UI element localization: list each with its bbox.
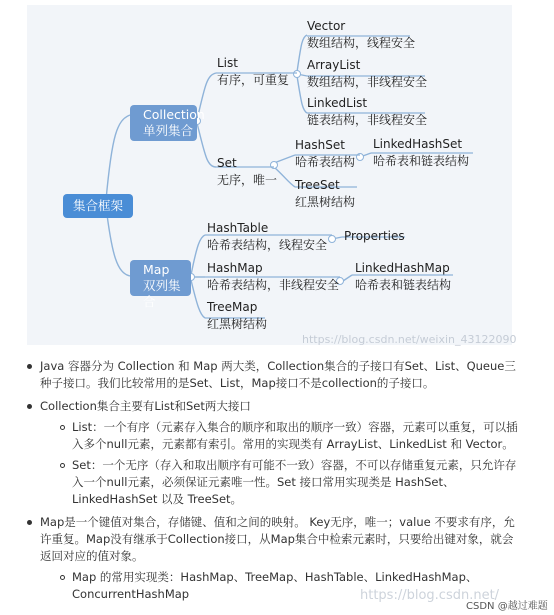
hashset-title: HashSet bbox=[295, 138, 345, 152]
treemap-node[interactable] bbox=[207, 299, 267, 333]
collection-subtitle: 单列集合 bbox=[143, 123, 194, 138]
root-node[interactable]: 集合框架 bbox=[63, 194, 133, 218]
hashset-node[interactable] bbox=[295, 137, 355, 171]
treemap-title: TreeMap bbox=[207, 300, 258, 314]
hashtable-title: HashTable bbox=[207, 221, 269, 235]
hashmap-subtitle: 哈希表结构，非线程安全 bbox=[207, 278, 340, 292]
note-item-collection bbox=[24, 398, 524, 508]
connector-map-hashtable bbox=[191, 235, 205, 275]
vector-subtitle: 数组结构，线程安全 bbox=[307, 36, 416, 50]
arraylist-subtitle: 数组结构，非线程安全 bbox=[307, 75, 428, 89]
connector-collection-set bbox=[197, 123, 216, 167]
set-subtitle: 无序，唯一 bbox=[217, 173, 278, 187]
connector-list-vector bbox=[297, 35, 307, 72]
linkedhashmap-node[interactable] bbox=[355, 260, 451, 294]
arraylist-node[interactable] bbox=[307, 57, 427, 91]
vector-node[interactable] bbox=[307, 18, 415, 52]
properties-node[interactable] bbox=[344, 228, 405, 245]
collapse-hashtable bbox=[329, 236, 336, 243]
bottom-watermark: https://blog.csdn.net/ bbox=[360, 588, 500, 603]
map-subtitle: 双列集合 bbox=[143, 278, 181, 309]
mindmap-watermark: https://blog.csdn.net/weixin_43122090 bbox=[302, 333, 517, 346]
map-title: Map bbox=[143, 262, 170, 277]
note-subitem-set: Set：一个无序（存入和取出顺序有可能不一致）容器，不可以存储重复元素，只允许存入一个null元素，必须保证元素唯一性。Set 接口常用实现类是 HashSet、LinkedHashSet 以及 TreeSet。 bbox=[58, 457, 524, 508]
treeset-subtitle: 红黑树结构 bbox=[295, 195, 356, 209]
hashset-subtitle: 哈希表结构 bbox=[295, 155, 356, 169]
connector-map-treemap bbox=[191, 280, 205, 318]
linkedlist-subtitle: 链表结构，非线程安全 bbox=[307, 113, 428, 127]
list-node[interactable] bbox=[217, 55, 289, 89]
notes-list bbox=[24, 358, 524, 609]
map-node[interactable] bbox=[130, 260, 191, 309]
hashmap-title: HashMap bbox=[207, 261, 263, 275]
linkedhashset-subtitle: 哈希表和链表结构 bbox=[373, 154, 470, 168]
set-node[interactable] bbox=[217, 155, 277, 189]
connector-set-treeset bbox=[274, 167, 295, 187]
treeset-node[interactable] bbox=[295, 177, 355, 211]
collapse-list bbox=[294, 71, 301, 78]
note-collection-text: Collection集合主要有List和Set两大接口 bbox=[40, 399, 251, 413]
linkedhashmap-title: LinkedHashMap bbox=[355, 261, 450, 275]
hashmap-node[interactable] bbox=[207, 260, 339, 294]
collection-title: Collection bbox=[143, 107, 205, 122]
connector-list-linkedlist bbox=[297, 76, 307, 113]
csdn-author-mark: CSDN @越过难题 bbox=[466, 601, 548, 612]
list-subtitle: 有序，可重复 bbox=[217, 73, 290, 87]
hashtable-subtitle: 哈希表结构，线程安全 bbox=[207, 238, 328, 252]
connector-set-hashset bbox=[274, 155, 295, 163]
note-subitem-map-impls: Map 的常用实现类：HashMap、TreeMap、HashTable、LinkedHashMap、ConcurrentHashMap bbox=[58, 569, 524, 603]
note-item-containers: Java 容器分为 Collection 和 Map 两大类，Collection集合的子接口有Set、List、Queue三种子接口。我们比较常用的是Set、List，Map接口不是collection的子接口。 bbox=[24, 358, 524, 392]
connector-root-collection bbox=[106, 115, 130, 200]
note-map-text: Map是一个键值对集合，存储键、值和之间的映射。 Key无序，唯一；value 不要求有序，允许重复。Map没有继承于Collection接口，从Map集合中检索元素时，只要给出键对象，就会返回对应的值对象。 bbox=[40, 515, 515, 563]
linkedhashset-node[interactable] bbox=[373, 136, 469, 170]
treeset-title: TreeSet bbox=[295, 178, 340, 192]
mindmap-panel bbox=[27, 5, 517, 346]
linkedlist-title: LinkedList bbox=[307, 96, 368, 110]
hashtable-node[interactable] bbox=[207, 220, 327, 254]
linkedhashmap-subtitle: 哈希表和链表结构 bbox=[355, 278, 452, 292]
treemap-subtitle: 红黑树结构 bbox=[207, 317, 268, 331]
collection-node[interactable] bbox=[130, 105, 205, 141]
list-title: List bbox=[217, 56, 238, 70]
linkedlist-node[interactable] bbox=[307, 95, 427, 129]
note-subitem-list: List：一个有序（元素存入集合的顺序和取出的顺序一致）容器，元素可以重复，可以插入多个null元素，元素都有索引。常用的实现类有 ArrayList、LinkedList 和 Vector。 bbox=[58, 419, 524, 453]
vector-title: Vector bbox=[307, 19, 346, 33]
set-title: Set bbox=[217, 156, 237, 170]
arraylist-title: ArrayList bbox=[307, 58, 361, 72]
properties-title: Properties bbox=[344, 229, 405, 243]
linkedhashset-title: LinkedHashSet bbox=[373, 137, 463, 151]
